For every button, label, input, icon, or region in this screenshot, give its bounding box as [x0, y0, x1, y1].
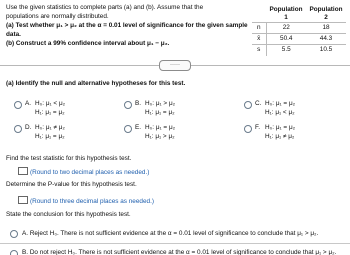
- stats-header-population-1: Population 1: [269, 6, 303, 21]
- option-letter: E.: [135, 124, 142, 131]
- null-hypothesis: H₀: μ₁ = μ₂: [265, 124, 296, 131]
- alternative-hypothesis: H₁: μ₁ ≠ μ₂: [265, 133, 295, 140]
- stats-cell: 5.5: [266, 45, 306, 56]
- pvalue-prompt: Determine the P-value for this hypothesis test.: [6, 181, 137, 188]
- sample-statistics-table: [252, 6, 346, 56]
- conclusion-option-b[interactable]: [0, 246, 350, 255]
- part-a-question: (a) Identify the null and alternative hypotheses for this test.: [6, 80, 186, 87]
- radio-button[interactable]: [10, 230, 18, 238]
- stats-row-mean: [252, 34, 346, 45]
- conclusion-option-a[interactable]: [10, 230, 346, 240]
- test-statistic-prompt: Find the test statistic for this hypothesis test.: [6, 155, 132, 162]
- null-hypothesis: H₀: μ₁ = μ₂: [265, 100, 296, 107]
- problem-statement: [6, 4, 248, 49]
- option-separator: [0, 243, 350, 244]
- radio-button[interactable]: [14, 125, 22, 133]
- problem-intro-line-1: Use the given statistics to complete parts (a) and (b). Assume that the: [6, 4, 204, 11]
- stats-row-n: [252, 23, 346, 34]
- test-statistic-answer-row: [18, 167, 149, 177]
- radio-button[interactable]: [124, 101, 132, 109]
- stats-header-row: [252, 6, 346, 23]
- stats-cell: 10.5: [306, 45, 346, 56]
- radio-button[interactable]: [244, 125, 252, 133]
- stats-cell: 44.3: [306, 34, 346, 45]
- option-letter: B.: [135, 100, 142, 107]
- null-hypothesis: H₀: μ₁ > μ₂: [145, 100, 176, 107]
- hypothesis-pair: [145, 100, 175, 118]
- pvalue-answer-row: [18, 196, 154, 206]
- test-statistic-input[interactable]: [18, 167, 28, 175]
- stats-row-sd: [252, 45, 346, 56]
- stats-cell: 18: [306, 23, 346, 34]
- option-letter: A.: [25, 100, 32, 107]
- hypothesis-pair: [35, 124, 65, 142]
- radio-button[interactable]: [244, 101, 252, 109]
- option-letter: C.: [255, 100, 262, 107]
- alternative-hypothesis: H₁: μ₁ > μ₂: [145, 133, 175, 140]
- alternative-hypothesis: H₁: μ₁ = μ₂: [35, 133, 65, 140]
- conclusion-option-a-text: A. Reject H₀. There is not sufficient evidence at the α = 0.01 level of significance to conclude that μ₁ > μ₂.: [22, 230, 319, 237]
- option-letter: D.: [25, 124, 32, 131]
- stats-cell: 22: [266, 23, 306, 34]
- problem-part-a-line-1: (a) Test whether μ₁ > μ₂ at the α = 0.01 level of significance for the given sample: [6, 22, 248, 29]
- radio-button[interactable]: [10, 250, 18, 255]
- hypothesis-pair: [145, 124, 175, 142]
- radio-button[interactable]: [14, 101, 22, 109]
- stats-row-label: x̄: [252, 34, 266, 45]
- conclusion-prompt: State the conclusion for this hypothesis test.: [6, 211, 131, 218]
- stats-row-label: n: [252, 23, 266, 34]
- hypothesis-pair: [265, 124, 295, 142]
- alternative-hypothesis: H₁: μ₁ < μ₂: [265, 109, 295, 116]
- option-letter: F.: [255, 124, 260, 131]
- stats-header-population-2: Population 2: [309, 6, 343, 21]
- test-statistic-hint: (Round to two decimal places as needed.): [30, 169, 150, 176]
- alternative-hypothesis: H₁: μ₁ = μ₂: [145, 109, 175, 116]
- null-hypothesis: H₀: μ₁ ≠ μ₂: [35, 124, 65, 131]
- conclusion-option-b-text: B. Do not reject H₀. There is not sufficient evidence at the α = 0.01 level of significance to conclude that μ₁ > μ₂.: [22, 249, 337, 255]
- problem-part-b: (b) Construct a 99% confidence interval about μ₁ − μ₂.: [6, 40, 170, 47]
- stats-cell: 50.4: [266, 34, 306, 45]
- alternative-hypothesis: H₁: μ₁ = μ₂: [35, 109, 65, 116]
- expand-more-button[interactable]: ·····: [159, 60, 191, 71]
- pvalue-hint: (Round to three decimal places as needed.): [30, 198, 154, 205]
- stats-header-blank: [252, 6, 266, 23]
- pvalue-input[interactable]: [18, 196, 28, 204]
- hypothesis-pair: [265, 100, 295, 118]
- problem-intro-line-2: populations are normally distributed.: [6, 13, 109, 20]
- radio-button[interactable]: [124, 125, 132, 133]
- problem-part-a-line-2: data.: [6, 31, 21, 38]
- null-hypothesis: H₀: μ₁ = μ₂: [145, 124, 176, 131]
- null-hypothesis: H₀: μ₁ < μ₂: [35, 100, 66, 107]
- stats-row-label: s: [252, 45, 266, 56]
- hypothesis-pair: [35, 100, 65, 118]
